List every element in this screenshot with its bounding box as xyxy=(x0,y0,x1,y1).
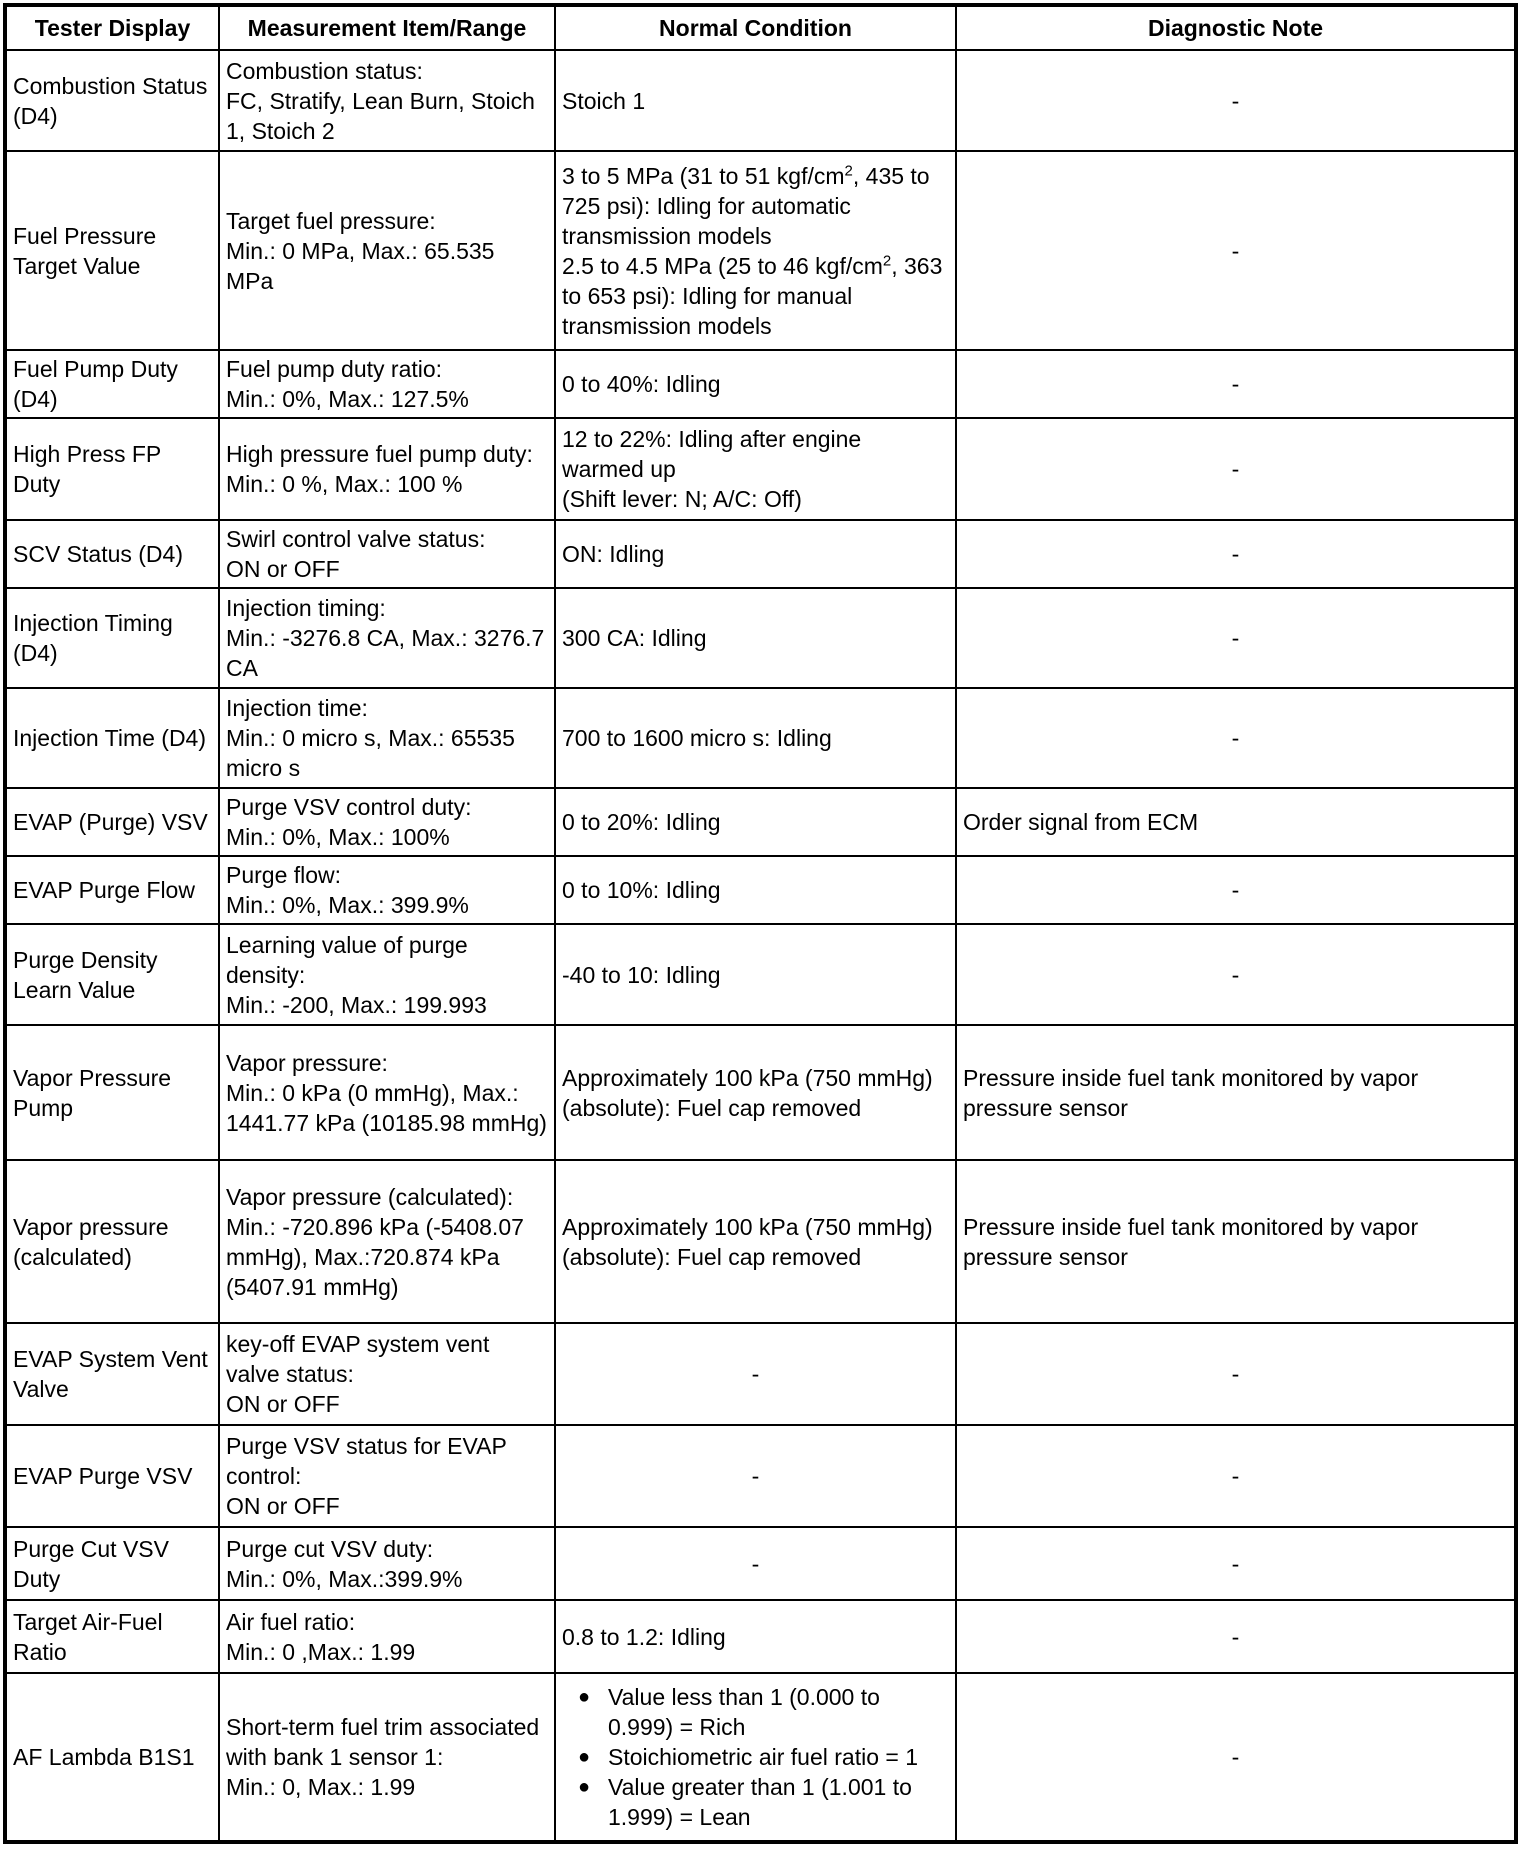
diagnostic-note-cell: - xyxy=(956,418,1515,520)
normal-text: , 435 to 725 psi): Idling for automatic transmission models xyxy=(562,162,930,249)
table-row xyxy=(6,418,1515,520)
measurement-cell xyxy=(219,688,555,788)
measurement-range: Min.: -720.896 kPa (-5408.07 mmHg), Max.:720.874 kPa (5407.91 mmHg) xyxy=(226,1213,524,1300)
normal-condition-cell xyxy=(555,151,956,350)
tester-display-cell: SCV Status (D4) xyxy=(6,520,219,588)
tester-display-cell: Combustion Status (D4) xyxy=(6,50,219,151)
measurement-label: Purge VSV control duty: xyxy=(226,794,472,820)
data-list-table xyxy=(5,5,1516,1842)
list-item: ● Value greater than 1 (1.001 to 1.999) = Lean xyxy=(578,1772,949,1832)
measurement-range: ON or OFF xyxy=(226,556,340,582)
measurement-range: Min.: 0 %, Max.: 100 % xyxy=(226,471,463,497)
measurement-cell xyxy=(219,1025,555,1160)
diagnostic-note-cell: - xyxy=(956,350,1515,418)
measurement-cell xyxy=(219,418,555,520)
measurement-label: Injection time: xyxy=(226,695,368,721)
measurement-label: Short-term fuel trim associated with bank 1 sensor 1: xyxy=(226,1714,540,1770)
diagnostic-note-cell: - xyxy=(956,1323,1515,1425)
header-row xyxy=(6,6,1515,50)
normal-condition-cell: Stoich 1 xyxy=(555,50,956,151)
header-diagnostic-note: Diagnostic Note xyxy=(956,6,1515,50)
tester-display-cell: Injection Timing (D4) xyxy=(6,588,219,688)
table-row xyxy=(6,688,1515,788)
table-row xyxy=(6,1160,1515,1323)
measurement-label: High pressure fuel pump duty: xyxy=(226,441,533,467)
normal-condition-cell: - xyxy=(555,1425,956,1527)
diagnostic-note-cell: Pressure inside fuel tank monitored by vapor pressure sensor xyxy=(956,1160,1515,1323)
measurement-range: Min.: 0, Max.: 1.99 xyxy=(226,1774,416,1800)
measurement-cell xyxy=(219,1425,555,1527)
measurement-range: Min.: 0 micro s, Max.: 65535 micro s xyxy=(226,725,515,781)
diagnostic-note-cell: - xyxy=(956,1600,1515,1673)
tester-display-cell: High Press FP Duty xyxy=(6,418,219,520)
normal-condition-cell: Approximately 100 kPa (750 mmHg) (absolute): Fuel cap removed xyxy=(555,1160,956,1323)
normal-condition-cell: 0 to 20%: Idling xyxy=(555,788,956,856)
measurement-label: Vapor pressure (calculated): xyxy=(226,1183,514,1210)
normal-condition-cell: 700 to 1600 micro s: Idling xyxy=(555,688,956,788)
tester-display-cell: Vapor pressure (calculated) xyxy=(6,1160,219,1323)
diagnostic-note-cell: - xyxy=(956,924,1515,1025)
list-item: ● Stoichiometric air fuel ratio = 1 xyxy=(578,1742,949,1772)
measurement-label: Fuel pump duty ratio: xyxy=(226,356,443,382)
measurement-range: Min.: 0%, Max.: 127.5% xyxy=(226,386,469,412)
normal-text: , 363 to 653 psi): Idling for manual transmission models xyxy=(562,252,943,339)
measurement-range: Min.: 0%, Max.:399.9% xyxy=(226,1565,463,1592)
measurement-range: Min.: 0%, Max.: 399.9% xyxy=(226,892,469,918)
table-row xyxy=(6,1600,1515,1673)
table-row xyxy=(6,151,1515,350)
measurement-label: Purge cut VSV duty: xyxy=(226,1535,434,1562)
header-tester-display: Tester Display xyxy=(6,6,219,50)
bullet-list xyxy=(562,1682,949,1832)
table-row xyxy=(6,856,1515,924)
header-measurement: Measurement Item/Range xyxy=(219,6,555,50)
normal-condition-cell: 300 CA: Idling xyxy=(555,588,956,688)
measurement-cell xyxy=(219,50,555,151)
measurement-cell xyxy=(219,1600,555,1673)
measurement-cell xyxy=(219,1527,555,1600)
table-row xyxy=(6,588,1515,688)
normal-condition-cell: 0 to 40%: Idling xyxy=(555,350,956,418)
table-row xyxy=(6,1673,1515,1841)
normal-text: 2.5 to 4.5 MPa (25 to 46 kgf/cm xyxy=(562,252,883,279)
diagnostic-note-cell: - xyxy=(956,856,1515,924)
diagnostic-note-cell: - xyxy=(956,588,1515,688)
tester-display-cell: Target Air-Fuel Ratio xyxy=(6,1600,219,1673)
table-row xyxy=(6,1425,1515,1527)
measurement-range: FC, Stratify, Lean Burn, Stoich 1, Stoich 2 xyxy=(226,87,535,144)
diagnostic-note-cell: - xyxy=(956,1673,1515,1841)
tester-display-cell: Injection Time (D4) xyxy=(6,688,219,788)
measurement-range: ON or OFF xyxy=(226,1391,340,1417)
tester-display-cell: AF Lambda B1S1 xyxy=(6,1673,219,1841)
table-row xyxy=(6,924,1515,1025)
measurement-range: Min.: -3276.8 CA, Max.: 3276.7 CA xyxy=(226,625,545,681)
tester-display-cell: EVAP Purge VSV xyxy=(6,1425,219,1527)
tester-display-cell: EVAP Purge Flow xyxy=(6,856,219,924)
normal-text: 3 to 5 MPa (31 to 51 kgf/cm xyxy=(562,162,845,189)
normal-condition-cell: 0 to 10%: Idling xyxy=(555,856,956,924)
measurement-cell xyxy=(219,1323,555,1425)
tester-display-cell: Purge Density Learn Value xyxy=(6,924,219,1025)
table-row xyxy=(6,1323,1515,1425)
diagnostic-note-cell: Order signal from ECM xyxy=(956,788,1515,856)
measurement-label: Swirl control valve status: xyxy=(226,526,486,552)
tester-display-cell: EVAP (Purge) VSV xyxy=(6,788,219,856)
measurement-range: ON or OFF xyxy=(226,1493,340,1519)
normal-text: 12 to 22%: Idling after engine warmed up xyxy=(562,426,862,482)
table-row xyxy=(6,1025,1515,1160)
measurement-cell xyxy=(219,1673,555,1841)
normal-condition-cell: ON: Idling xyxy=(555,520,956,588)
table-row xyxy=(6,520,1515,588)
normal-condition-cell: - xyxy=(555,1323,956,1425)
measurement-range: Min.: 0 kPa (0 mmHg), Max.: 1441.77 kPa (10185.98 mmHg) xyxy=(226,1079,547,1136)
measurement-label: Purge VSV status for EVAP control: xyxy=(226,1433,507,1489)
diagnostic-note-cell: - xyxy=(956,520,1515,588)
measurement-label: Injection timing: xyxy=(226,595,386,621)
measurement-label: Purge flow: xyxy=(226,862,342,888)
measurement-cell xyxy=(219,151,555,350)
table-row xyxy=(6,350,1515,418)
measurement-cell xyxy=(219,788,555,856)
normal-text: (Shift lever: N; A/C: Off) xyxy=(562,486,802,512)
data-list-sheet xyxy=(5,5,1514,1842)
measurement-cell xyxy=(219,1160,555,1323)
header-normal-condition: Normal Condition xyxy=(555,6,956,50)
normal-condition-cell: - xyxy=(555,1527,956,1600)
measurement-label: Learning value of purge density: xyxy=(226,931,468,988)
diagnostic-note-cell: - xyxy=(956,1527,1515,1600)
normal-condition-cell xyxy=(555,418,956,520)
measurement-label: key-off EVAP system vent valve status: xyxy=(226,1331,490,1387)
tester-display-cell: Fuel Pressure Target Value xyxy=(6,151,219,350)
measurement-range: Min.: 0 MPa, Max.: 65.535 MPa xyxy=(226,237,495,294)
table-row xyxy=(6,788,1515,856)
measurement-range: Min.: 0%, Max.: 100% xyxy=(226,824,450,850)
table-row xyxy=(6,50,1515,151)
measurement-label: Vapor pressure: xyxy=(226,1049,388,1076)
measurement-cell xyxy=(219,588,555,688)
superscript: 2 xyxy=(844,161,853,179)
measurement-cell xyxy=(219,520,555,588)
diagnostic-note-cell: - xyxy=(956,50,1515,151)
measurement-label: Target fuel pressure: xyxy=(226,207,436,234)
superscript: 2 xyxy=(882,251,892,269)
normal-condition-cell: -40 to 10: Idling xyxy=(555,924,956,1025)
diagnostic-note-cell: Pressure inside fuel tank monitored by vapor pressure sensor xyxy=(956,1025,1515,1160)
normal-condition-cell xyxy=(555,1673,956,1841)
diagnostic-note-cell: - xyxy=(956,1425,1515,1527)
diagnostic-note-cell: - xyxy=(956,688,1515,788)
table-row xyxy=(6,1527,1515,1600)
measurement-cell xyxy=(219,924,555,1025)
measurement-label: Air fuel ratio: xyxy=(226,1608,356,1635)
measurement-cell xyxy=(219,856,555,924)
measurement-label: Combustion status: xyxy=(226,57,423,84)
tester-display-cell: Purge Cut VSV Duty xyxy=(6,1527,219,1600)
tester-display-cell: EVAP System Vent Valve xyxy=(6,1323,219,1425)
normal-condition-cell: Approximately 100 kPa (750 mmHg) (absolute): Fuel cap removed xyxy=(555,1025,956,1160)
measurement-range: Min.: 0 ,Max.: 1.99 xyxy=(226,1638,416,1665)
list-item: ● Value less than 1 (0.000 to 0.999) = Rich xyxy=(578,1682,949,1742)
measurement-range: Min.: -200, Max.: 199.993 xyxy=(226,991,487,1018)
normal-condition-cell: 0.8 to 1.2: Idling xyxy=(555,1600,956,1673)
tester-display-cell: Vapor Pressure Pump xyxy=(6,1025,219,1160)
measurement-cell xyxy=(219,350,555,418)
tester-display-cell: Fuel Pump Duty (D4) xyxy=(6,350,219,418)
diagnostic-note-cell: - xyxy=(956,151,1515,350)
